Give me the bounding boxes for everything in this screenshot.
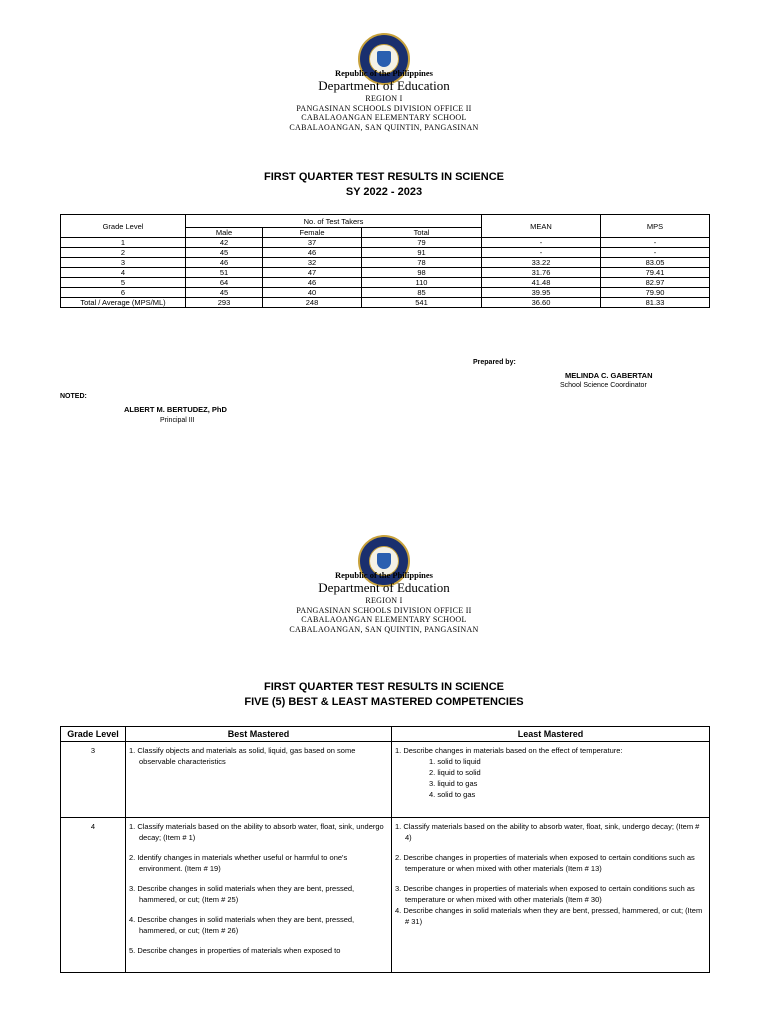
school-year: SY 2022 - 2023: [345, 186, 423, 198]
results-title-2: FIRST QUARTER TEST RESULTS IN SCIENCE: [264, 681, 504, 693]
sub-item: 1. solid to liquid: [429, 757, 481, 766]
col-best-mastered: Best Mastered: [126, 727, 392, 742]
list-item: 4. Describe changes in solid materials when they are bent, pressed, hammered, or cut; (Item # 31): [395, 906, 703, 926]
address-text-2: CABALAOANGAN, SAN QUINTIN, PANGASINAN: [289, 624, 479, 634]
department-title-2: Department of Education: [318, 580, 450, 595]
sub-item: 4. solid to gas: [429, 790, 476, 799]
department-title: Department of Education: [318, 78, 450, 93]
col-grade-header: Grade Level: [61, 215, 186, 238]
list-item: 1. Classify materials based on the ability to absorb water, float, sink, undergo decay; (Item # 4): [395, 822, 700, 842]
table-row: 6 45 40 85 39.95 79.90: [61, 288, 710, 298]
col-least-mastered: Least Mastered: [392, 727, 710, 742]
col-female-header: Female: [263, 228, 362, 238]
table-row: 2 45 46 91 - -: [61, 248, 710, 258]
republic-text-2: Republic of the Philippines: [334, 570, 433, 580]
region-text-2: REGION I: [365, 596, 403, 605]
sub-item: 3. liquid to gas: [429, 779, 478, 788]
republic-text: Republic of the Philippines: [334, 68, 433, 78]
principal-title: Principal III: [160, 417, 195, 424]
list-item: 1. Classify materials based on the ability to absorb water, float, sink, undergo decay; (Item # 1): [129, 822, 384, 842]
division-text: PANGASINAN SCHOOLS DIVISION OFFICE II: [296, 103, 472, 113]
table-row: 1 42 37 79 - -: [61, 238, 710, 248]
table-row: 5 64 46 110 41.48 82.97: [61, 278, 710, 288]
list-item: 1. Describe changes in materials based on the effect of temperature:: [395, 746, 623, 755]
col-male-header: Male: [186, 228, 263, 238]
list-item: 2. Identify changes in materials whether useful or harmful to one's environment. (Item # 19): [129, 853, 348, 873]
prepared-by-label: Prepared by:: [473, 359, 516, 366]
list-item: 5. Describe changes in properties of materials when exposed to: [129, 946, 341, 955]
list-item: 4. Describe changes in solid materials when they are bent, pressed, hammered, or cut; (Item # 26): [129, 915, 355, 935]
school-text-2: CABALAOANGAN ELEMENTARY SCHOOL: [301, 615, 467, 624]
col-mean-header: MEAN: [482, 215, 601, 238]
table-row: 4 51 47 98 31.76 79.41: [61, 268, 710, 278]
competencies-title: FIVE (5) BEST & LEAST MASTERED COMPETENCIES: [244, 696, 524, 708]
noted-label: NOTED:: [60, 393, 87, 400]
region-text: REGION I: [365, 94, 403, 103]
col-mps-header: MPS: [601, 215, 710, 238]
results-title: FIRST QUARTER TEST RESULTS IN SCIENCE: [264, 171, 504, 183]
school-text: CABALAOANGAN ELEMENTARY SCHOOL: [301, 113, 467, 122]
competencies-table: [60, 726, 710, 973]
list-item: 1. Classify objects and materials as solid, liquid, gas based on some observable characteristics: [129, 746, 356, 766]
test-results-table: [60, 214, 710, 308]
grade-4-row: 4 1. Classify materials based on the ability to absorb water, float, sink, undergo decay; (Item # 1) 2. Identify changes in materials whether useful or harmful to one's environment. (Item # 19) 3. Describe changes in solid materials when they are bent, pressed, hammered, or cut; (Item # 25) 4. Describe changes in solid materials when they are bent, pressed, hammered, or cut; (Item # 26) 5. Describe changes in properties of materials when exposed to 1. Classify materials based on the ability to absorb water, float, sink, undergo decay; (Item # 4) 2. Describe changes in properties of materials when exposed to certain conditions such as temperature or when mixed with other materials (Item # 13) 3. Describe changes in properties of materials when exposed to certain conditions such as temperature or when mixed with other materials (Item # 30) 4. Describe changes in solid materials when they are bent, pressed, hammered, or cut; (Item # 31): [61, 818, 710, 973]
grade-3-row: 3 1. Classify objects and materials as solid, liquid, gas based on some observable characteristics 1. Describe changes in materials based on the effect of temperature: 1. solid to liquid 2. liquid to solid 3. liquid to gas 4. solid to gas: [61, 742, 710, 818]
list-item: 2. Describe changes in properties of materials when exposed to certain conditions such as temperature or when mixed with other materials (Item # 13): [395, 853, 695, 873]
coordinator-name: MELINDA C. GABERTAN: [565, 371, 653, 380]
list-item: 3. Describe changes in properties of materials when exposed to certain conditions such as temperature or when mixed with other materials (Item # 30): [395, 884, 695, 904]
division-text-2: PANGASINAN SCHOOLS DIVISION OFFICE II: [296, 605, 472, 615]
address-text: CABALAOANGAN, SAN QUINTIN, PANGASINAN: [289, 122, 479, 132]
col-takers-header: No. of Test Takers: [186, 215, 482, 228]
sub-item: 2. liquid to solid: [429, 768, 481, 777]
col-total-header: Total: [362, 228, 482, 238]
table-row-total: Total / Average (MPS/ML) 293 248 541 36.60 81.33: [61, 298, 710, 308]
principal-name: ALBERT M. BERTUDEZ, PhD: [124, 405, 227, 414]
coordinator-title: School Science Coordinator: [560, 382, 647, 389]
col-grade-level: Grade Level: [61, 727, 126, 742]
list-item: 3. Describe changes in solid materials when they are bent, pressed, hammered, or cut; (Item # 25): [129, 884, 355, 904]
table-row: 3 46 32 78 33.22 83.05: [61, 258, 710, 268]
